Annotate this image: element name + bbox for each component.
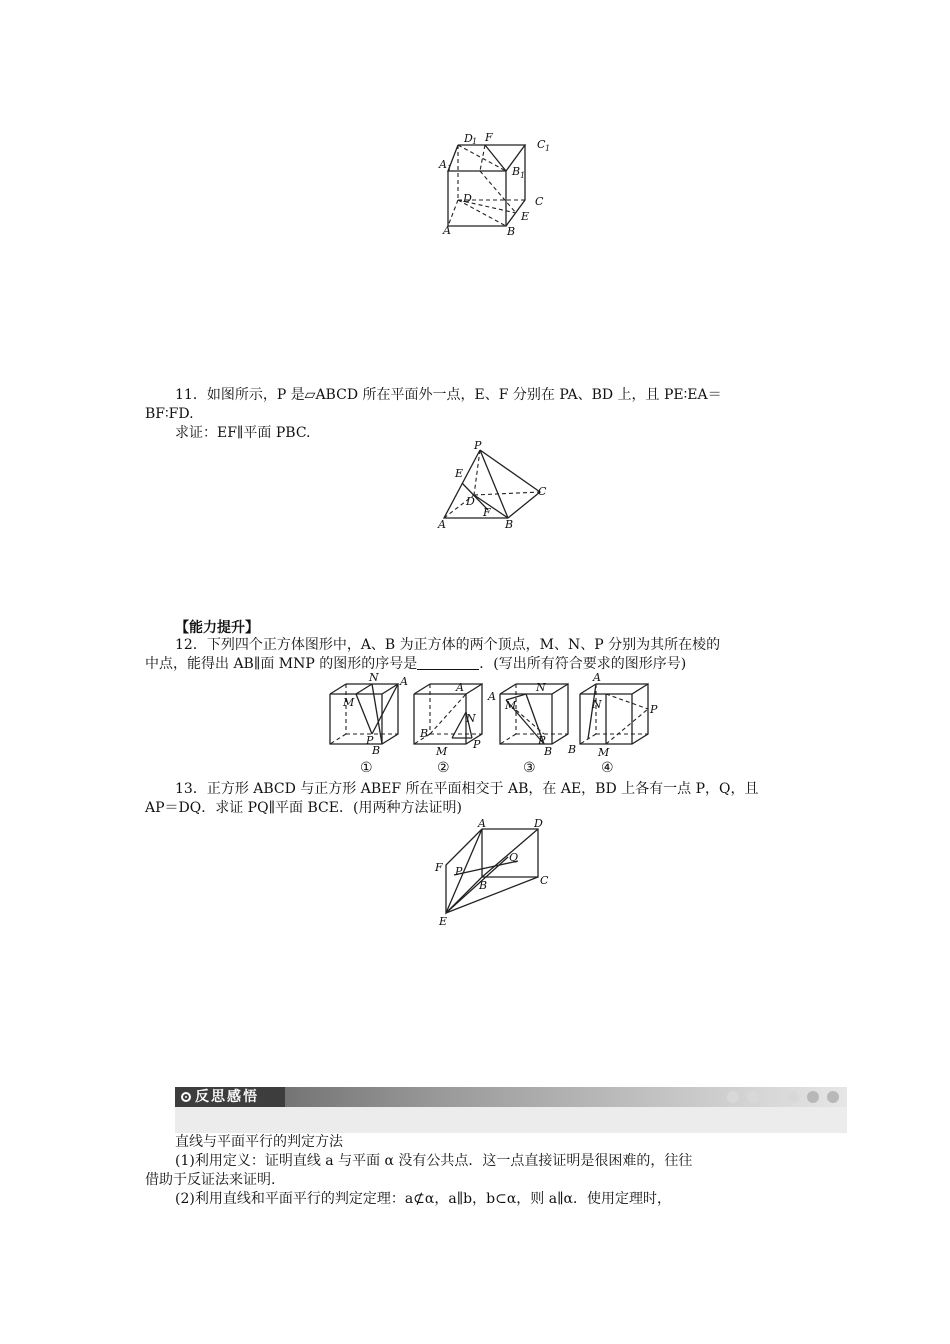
banner-tab <box>175 1087 285 1107</box>
label-f: F <box>485 131 493 144</box>
dot-icon <box>767 1091 779 1103</box>
problem-12-line-2-text: 中点，能得出 AB∥面 MNP 的图形的序号是 <box>145 656 418 672</box>
label-a: A <box>443 224 451 237</box>
problem-12-line-1: 12．下列四个正方体图形中，A、B 为正方体的两个顶点，M、N、P 分别为其所在棱的 <box>175 637 721 653</box>
label-b: B <box>420 727 429 740</box>
reflection-item-1-line-2: 借助于反证法来证明. <box>145 1172 276 1188</box>
label-c: C <box>535 195 544 208</box>
pyramid-figure-11 <box>432 440 557 534</box>
bullet-icon <box>181 1092 191 1102</box>
caption-1: ① <box>360 760 373 776</box>
label-m: M <box>436 745 448 758</box>
label-a: A <box>438 518 446 531</box>
label-c: C <box>540 874 549 887</box>
cube-figure-12-4 <box>568 671 668 759</box>
problem-12-line-2-tail: ．(写出所有符合要求的图形序号) <box>479 656 687 672</box>
problem-11-line-1: 11．如图所示，P 是▱ABCD 所在平面外一点，E、F 分别在 PA、BD 上，且 PE∶EA＝ <box>175 387 722 403</box>
caption-4: ④ <box>601 760 614 776</box>
label-p: P <box>538 734 546 747</box>
label-e: E <box>439 915 448 928</box>
reflection-banner <box>175 1087 847 1133</box>
label-c: C <box>538 485 547 498</box>
cube-figure-12-2 <box>406 672 496 758</box>
dot-icon <box>827 1091 839 1103</box>
label-e: E <box>521 210 530 223</box>
label-p: P <box>650 703 658 716</box>
label-e: E <box>455 467 464 480</box>
label-d1: D <box>464 132 473 145</box>
subscript-c1: 1 <box>545 144 551 153</box>
label-b1: B <box>512 165 521 178</box>
dot-icon <box>727 1091 739 1103</box>
answer-blank[interactable] <box>417 655 479 670</box>
label-m: M <box>598 746 610 759</box>
reflection-item-2-line-1: (2)利用直线和平面平行的判定定理：a⊄α，a∥b，b⊂α，则 a∥α．使用定理时， <box>175 1191 672 1207</box>
label-b: B <box>568 743 577 756</box>
label-q: Q <box>509 851 519 864</box>
subscript-a1: 1 <box>447 164 453 173</box>
label-p: P <box>473 738 481 751</box>
label-d: D <box>466 495 475 508</box>
reflection-title: 直线与平面平行的判定方法 <box>175 1134 343 1150</box>
dot-icon <box>787 1091 799 1103</box>
label-n: N <box>536 681 546 694</box>
label-f: F <box>483 506 491 519</box>
problem-13-line-1: 13．正方形 ABCD 与正方形 ABEF 所在平面相交于 AB，在 AE，BD 上各有一点 P，Q，且 <box>175 781 759 797</box>
banner-lower <box>175 1107 847 1133</box>
label-b: B <box>372 744 381 757</box>
label-a: A <box>488 690 496 703</box>
label-a: A <box>400 675 408 688</box>
problem-13-line-2: AP＝DQ．求证 PQ∥平面 BCE．(用两种方法证明) <box>145 800 462 816</box>
prism-figure-13 <box>432 815 557 930</box>
label-f: F <box>435 861 443 874</box>
caption-2: ② <box>437 760 450 776</box>
section-heading-ability: 【能力提升】 <box>175 620 259 636</box>
banner-dots <box>727 1091 839 1103</box>
label-m: M <box>343 696 355 709</box>
subscript-b1: 1 <box>520 171 526 180</box>
label-b: B <box>505 518 514 531</box>
label-p: P <box>474 439 482 452</box>
reflection-item-1-line-1: (1)利用定义：证明直线 a 与平面 α 没有公共点．这一点直接证明是很困难的，往往 <box>175 1153 693 1169</box>
cube-figure-top <box>430 128 560 240</box>
label-d: D <box>463 192 472 205</box>
label-n: N <box>592 698 602 711</box>
problem-11-line-2: BF∶FD. <box>145 406 194 422</box>
label-n: N <box>466 712 476 725</box>
problem-11-line-3: 求证：EF∥平面 PBC. <box>175 425 311 441</box>
label-p: P <box>455 865 463 878</box>
cube-figure-12-1 <box>322 671 412 757</box>
label-b: B <box>479 879 488 892</box>
caption-3: ③ <box>523 760 536 776</box>
cube-figure-12-3 <box>486 672 576 758</box>
label-c1: C <box>537 138 546 151</box>
label-p: P <box>366 734 374 747</box>
label-m: M <box>505 699 517 712</box>
subscript-d1: 1 <box>472 137 478 146</box>
label-a: A <box>478 817 486 830</box>
banner-title: 反思感悟 <box>195 1089 259 1105</box>
label-b: B <box>507 225 516 238</box>
label-n: N <box>369 671 379 684</box>
dot-icon <box>807 1091 819 1103</box>
dot-icon <box>747 1091 759 1103</box>
label-d: D <box>534 817 543 830</box>
label-a1: A <box>439 158 447 171</box>
label-b: B <box>544 745 553 758</box>
label-a: A <box>456 681 464 694</box>
label-a: A <box>593 671 601 684</box>
